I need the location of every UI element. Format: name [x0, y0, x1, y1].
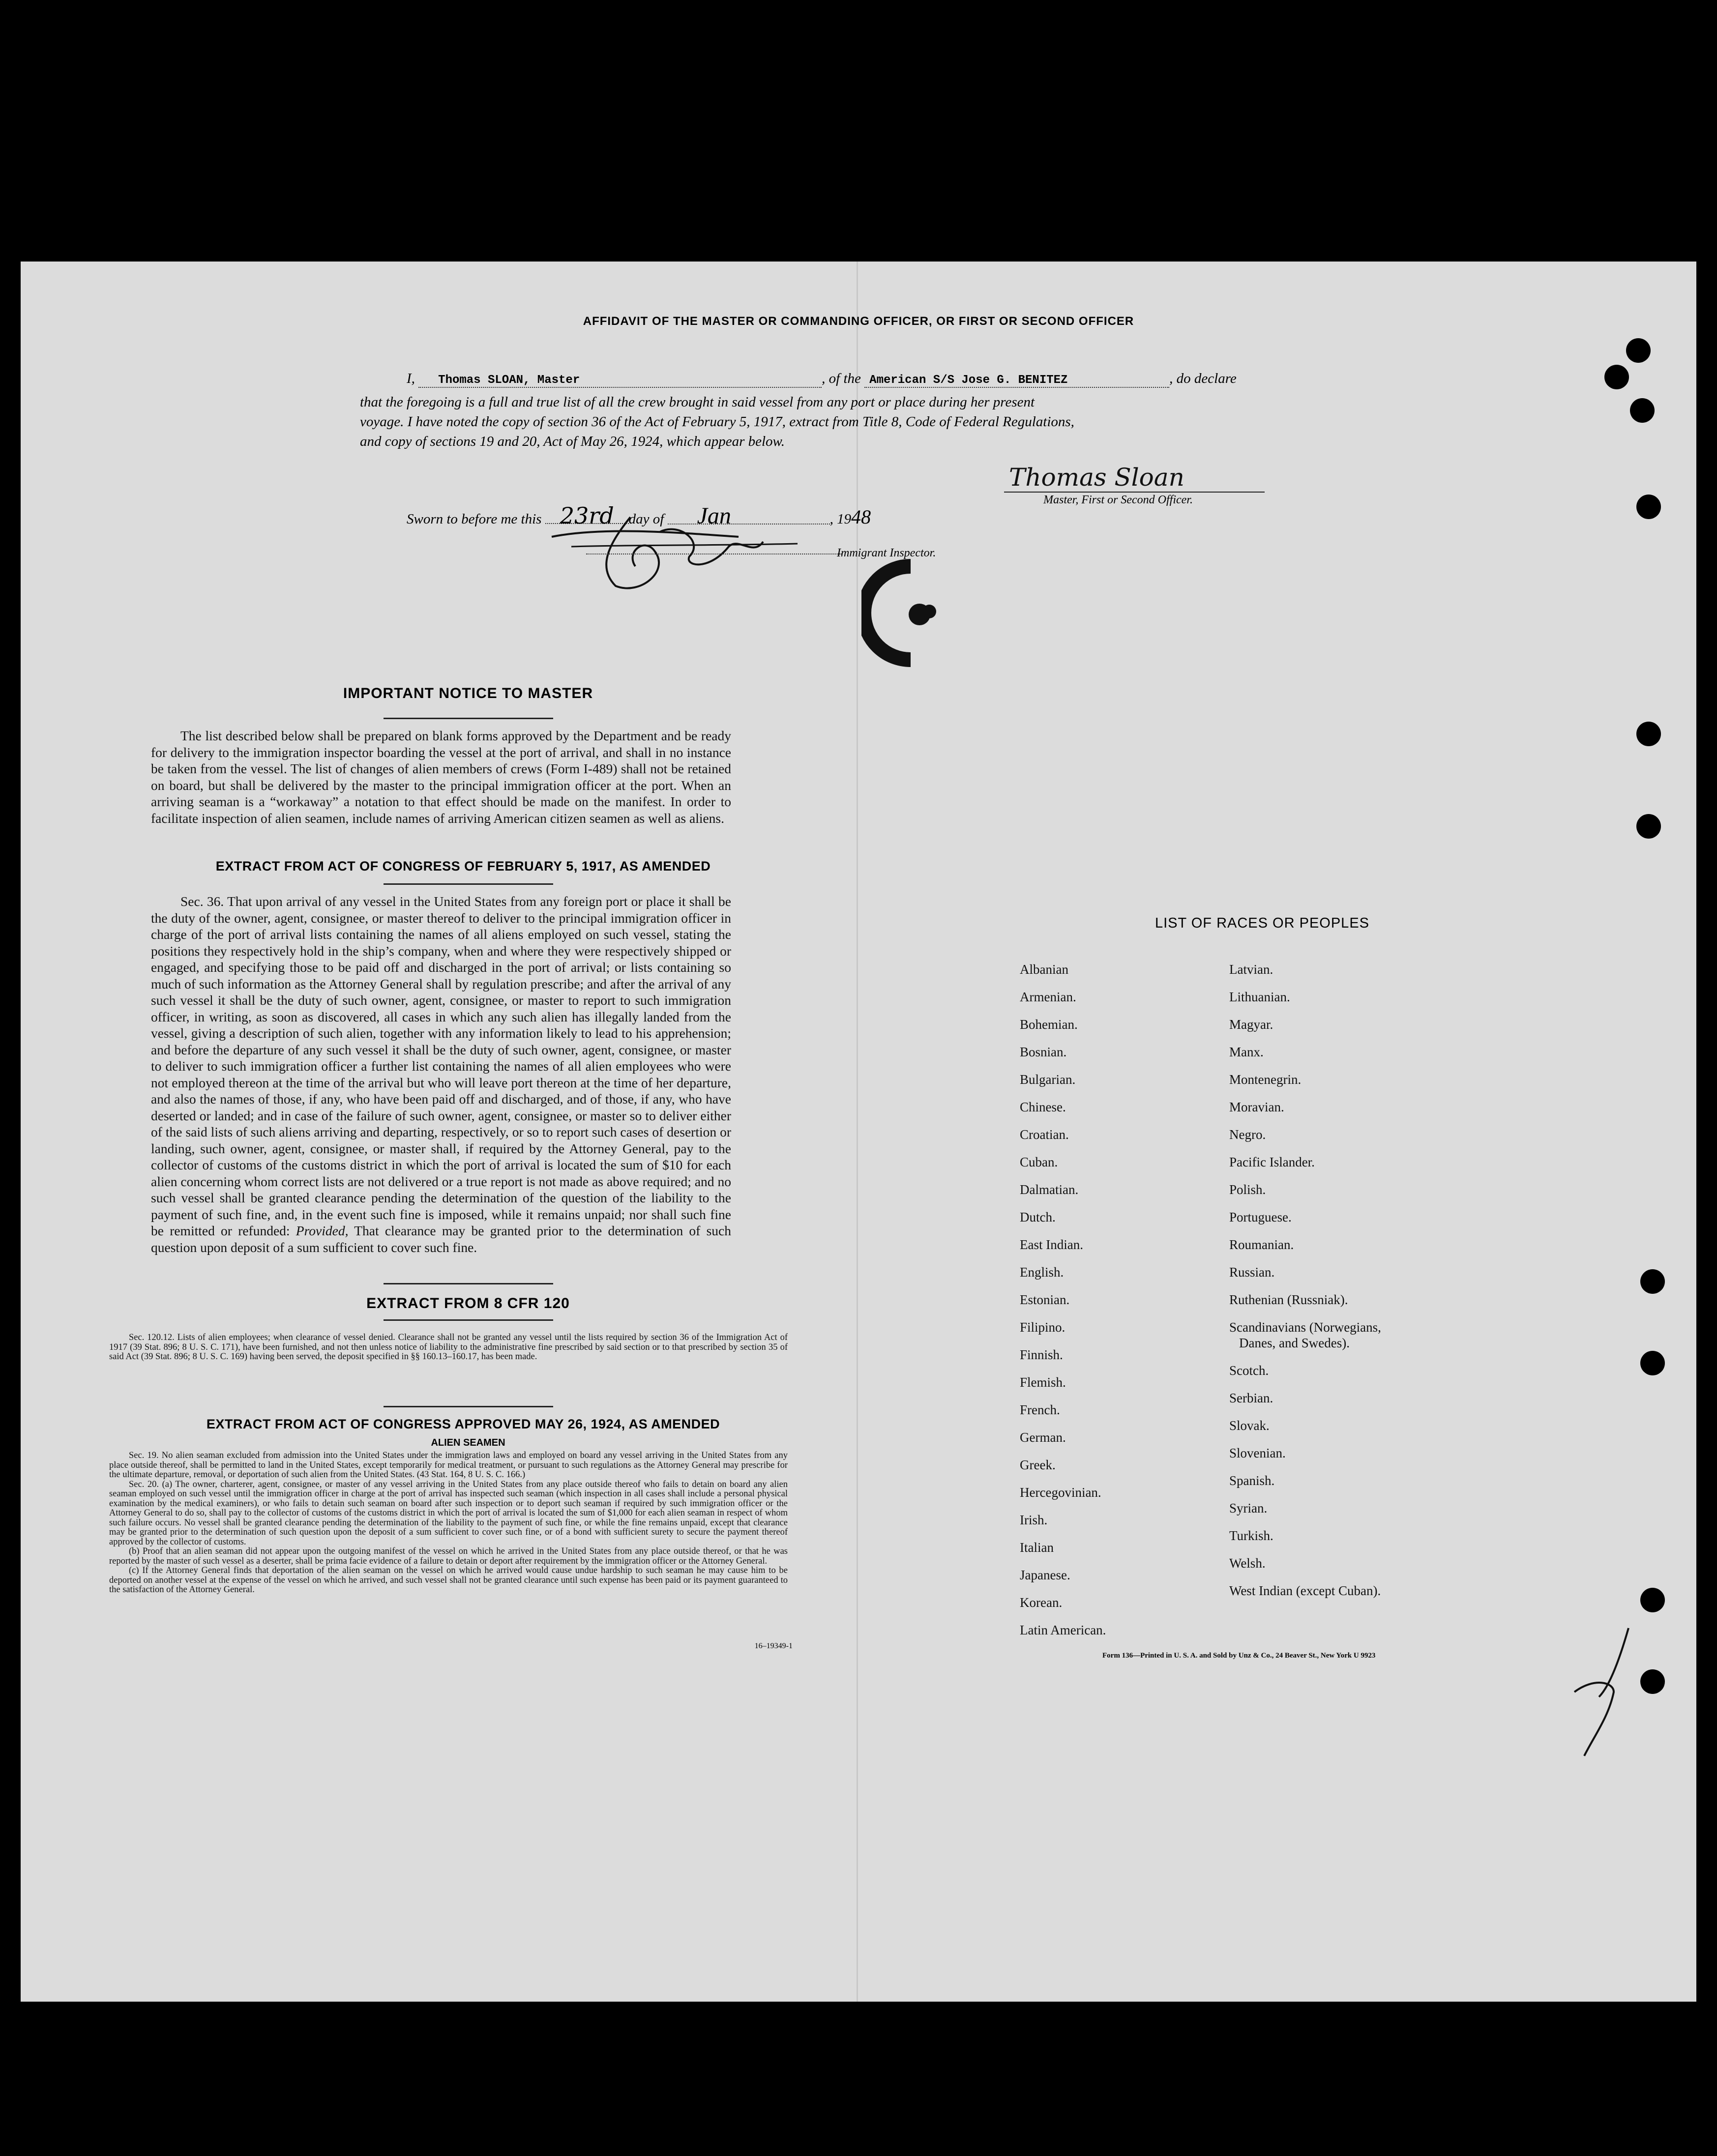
cfr-body: Sec. 120.12. Lists of alien employees; when clearance of vessel denied. Clearance shall not be granted any vessel until the lists required by section 36 of the Immigration Act of 1917 (39 Stat. 896; 8 U. S. C. 171), have been furnished, and not then unless notice of liability to the administrative fine prescribed by said section or to that prescribed by section 35 of said Act (39 Stat. 896; 8 U. S. C. 169) having been served, the deposit specified in §§ 160.13–160.17, has been made. — [109, 1333, 788, 1362]
extract-1917-body — [151, 893, 731, 1255]
race-item: Cuban. — [1020, 1155, 1058, 1169]
extract-1917-provided: Provided, — [296, 1223, 349, 1238]
punch-hole — [1640, 1269, 1665, 1294]
race-item: Estonian. — [1020, 1292, 1070, 1307]
vessel-field — [864, 371, 1169, 388]
year-prefix: 19 — [837, 511, 852, 527]
race-item: Bohemian. — [1020, 1017, 1078, 1032]
race-item: Armenian. — [1020, 990, 1076, 1004]
extract-1924-title: EXTRACT FROM ACT OF CONGRESS APPROVED MAY 26, 1924, AS AMENDED — [206, 1417, 720, 1431]
race-item: Slovenian. — [1229, 1446, 1286, 1460]
race-item: Italian — [1020, 1540, 1054, 1555]
race-item: Flemish. — [1020, 1375, 1066, 1390]
race-item: Scotch. — [1229, 1363, 1269, 1378]
race-item: Spanish. — [1229, 1473, 1275, 1488]
sec-19-text: Sec. 19. No alien seaman excluded from admission into the United States under the immigration laws and employed on board any vessel arriving in the United States from any place outside thereof, shall be permitted to land in the United States, except temporarily for medical treatment, or pursuant to such regulations as the Attorney General may prescribe for the ultimate departure, removal, or deportation of such alien from the United States. (43 Stat. 164, 8 U. S. C. 166.) — [109, 1451, 788, 1480]
punch-hole — [1636, 495, 1661, 519]
race-item: Montenegrin. — [1229, 1072, 1302, 1087]
extract-1924-subtitle: ALIEN SEAMEN — [431, 1437, 505, 1448]
punch-hole — [1640, 1351, 1665, 1375]
race-item: Irish. — [1020, 1513, 1048, 1527]
race-item: Moravian. — [1229, 1100, 1284, 1114]
punch-hole — [1636, 814, 1661, 839]
race-item: Ruthenian (Russniak). — [1229, 1292, 1348, 1307]
sworn-day: 23rd — [545, 508, 629, 524]
race-item: Korean. — [1020, 1595, 1063, 1610]
cfr-rule-top — [384, 1283, 553, 1284]
races-left-column — [1020, 961, 1216, 1650]
race-item: Chinese. — [1020, 1100, 1066, 1114]
notice-title: IMPORTANT NOTICE TO MASTER — [343, 685, 593, 701]
race-item: Manx. — [1229, 1045, 1264, 1059]
i-prefix: I, — [407, 371, 415, 386]
handwritten-mark — [1565, 1618, 1653, 1766]
extract-1924-rule — [384, 1406, 553, 1407]
race-item: Filipino. — [1020, 1320, 1066, 1335]
race-item: Lithuanian. — [1229, 990, 1290, 1004]
punch-hole — [1626, 338, 1651, 363]
extract-1917-sec: Sec. 36. — [180, 894, 224, 909]
extract-1917-text: That upon arrival of any vessel in the United States from any foreign port or place it shall be the duty of the owner, agent, consignee, or master thereof to deliver to the principal immigration officer in charge of the port of arrival lists containing the names of all aliens employed on such vessel, stating the positions they respectively hold in the ship’s company, when and where they were respectively shipped or engaged, and specifying those to be paid off and discharged in the port of arrival; or lists containing so much of such information as the Attorney General shall by regulation prescribe; and after the arrival of any such vessel it shall be the duty of such owner, agent, consignee, or master to report to such immigration officer, in writing, as soon as discovered, all cases in which any such alien has illegally landed from the vessel, giving a description of such alien, together with any information likely to lead to his apprehension; and before the departure of any such vessel it shall be the duty of such owner, agent, consignee, or master to deliver to such immigration officer a further list containing the names of all alien employees who were not employed thereon at the time of the arrival but who will leave port thereon at the time of her departure, and also the names of those, if any, who have been paid off and discharged, and of those, if any, who have deserted or landed; and in case of the failure of such owner, agent, consignee, or master so to deliver either of the said lists of such aliens arriving and departing, respectively, or so to report such cases of desertion or landing, such owner, agent, consignee, or master shall, if required by the Attorney General, pay to the collector of customs of the customs district in which the port of arrival is located the sum of $10 for each alien concerning whom correct lists are not delivered or a true report is not made as above required; and no such vessel shall be granted clearance pending the determination of the question of the liability to the payment of such fine, and, in the event such fine is imposed, while it remains unpaid; nor shall such fine be remitted or refunded: — [151, 894, 731, 1238]
notice-body: The list described below shall be prepared on blank forms approved by the Department and be ready for delivery to the immigration inspector boarding the vessel at the port of arrival, and shall in no instance be taken from the vessel. The list of changes of alien members of crews (Form I-489) shall not be retained on board, but shall be delivered by the master to the principal immigration officer at the port. When an arriving seaman is a “workaway” a notation to that effect should be made on the manifest. In order to facilitate inspection of alien seamen, include names of arriving American citizen seamen as well as aliens. — [151, 728, 731, 826]
affidavit-line-1 — [407, 371, 1316, 388]
race-item: Russian. — [1229, 1265, 1275, 1280]
sec-20a-text: Sec. 20. (a) The owner, charterer, agent, consignee, or master of any vessel arriving in the United States from any place outside thereof who fails to detain on board any alien seaman employed on such vessel until the immigration officer in charge at the port of arrival has inspected such seaman (which inspection in all cases shall include a personal physical examination by the medical examiners), or who fails to detain such seaman on board after such inspection or to deport such seaman if required by such immigration officer or the Attorney General to do so, shall pay to the collector of customs of the customs district in which the port of arrival is located the sum of $1,000 for each alien seaman in respect of whom such failure occurs. No vessel shall be granted clearance pending the determination of the liability to the payment of such fine, or while the fine remains unpaid, except that clearance may be granted prior to the determination of such question upon the deposit of a sum sufficient to cover such fine, or of a bond with sufficient surety to secure the payment thereof approved by the collector of customs. — [109, 1479, 788, 1547]
race-item: Turkish. — [1229, 1528, 1273, 1543]
race-item: Welsh. — [1229, 1556, 1266, 1571]
sec-20b-text: (b) Proof that an alien seaman did not appear upon the outgoing manifest of the vessel on which he arrived in the United States from any place outside thereof, or that he was reported by the master of such vessel as a deserter, shall be prima facie evidence of a failure to detain or deport after requirement by the immigration officer or the Attorney General. — [109, 1546, 788, 1566]
sec-20c-text: (c) If the Attorney General finds that deportation of the alien seaman on the vessel on which he arrived would cause undue hardship to such seaman he may cause him to be deported on another vessel at the expense of the vessel on which he arrived, and such vessel shall not be granted clearance until such expense has been paid or its payment guaranteed to the satisfaction of the Attorney General. — [109, 1566, 788, 1595]
sworn-prefix: Sworn to before me this — [407, 511, 542, 527]
master-signature: Thomas Sloan — [1009, 463, 1184, 492]
printer-footer: Form 136—Printed in U. S. A. and Sold by Unz & Co., 24 Beaver St., New York U 9923 — [1102, 1652, 1376, 1660]
affidavit-line-4: and copy of sections 19 and 20, Act of May 26, 1924, which appear below. — [360, 434, 785, 449]
consulate-stamp — [861, 556, 955, 670]
affidavit-line-3: voyage. I have noted the copy of section 36 of the Act of February 5, 1917, extract from Title 8, Code of Federal Regulations, — [360, 414, 1074, 430]
race-item: East Indian. — [1020, 1237, 1083, 1252]
race-item: Danes, and Swedes). — [1239, 1336, 1350, 1350]
document-page — [21, 262, 1696, 2002]
race-item: Portuguese. — [1229, 1210, 1292, 1224]
race-item: Bosnian. — [1020, 1045, 1067, 1059]
sworn-month: Jan — [668, 509, 830, 524]
race-item: English. — [1020, 1265, 1064, 1280]
race-item: Croatian. — [1020, 1127, 1069, 1142]
race-item: Serbian. — [1229, 1391, 1273, 1405]
vessel-name: American S/S Jose G. BENITEZ — [869, 374, 1068, 387]
race-item: Hercegovinian. — [1020, 1485, 1101, 1500]
race-item: Roumanian. — [1229, 1237, 1294, 1252]
punch-hole — [1630, 398, 1655, 423]
race-item: Pacific Islander. — [1229, 1155, 1315, 1169]
punch-hole — [1640, 1669, 1665, 1694]
race-item: German. — [1020, 1430, 1066, 1445]
master-signature-line — [1004, 492, 1265, 493]
master-caption: Master, First or Second Officer. — [1043, 494, 1193, 506]
race-item: Slovak. — [1229, 1418, 1270, 1433]
race-item: Dutch. — [1020, 1210, 1056, 1224]
form-number: 16–19349-1 — [754, 1642, 793, 1650]
sworn-year: 48 — [851, 506, 871, 528]
master-name-field — [418, 371, 822, 388]
notice-title-rule — [384, 718, 553, 719]
race-item: Latvian. — [1229, 962, 1273, 977]
affidavit-line-2: that the foregoing is a full and true list of all the crew brought in said vessel from any port or place during her present — [360, 394, 1035, 410]
sworn-comma: , — [829, 511, 833, 527]
race-item: Bulgarian. — [1020, 1072, 1076, 1087]
race-item: Latin American. — [1020, 1623, 1106, 1637]
race-item: Albanian — [1020, 962, 1068, 977]
extract-1924-body — [109, 1451, 788, 1595]
races-title: LIST OF RACES OR PEOPLES — [1155, 915, 1370, 931]
punch-hole — [1604, 365, 1629, 389]
extract-1917-text-end: That clearance may be granted prior to the determination of such question upon deposit of a sum sufficient to cover such fine. — [151, 1223, 731, 1255]
day-of-text: day of — [628, 511, 664, 527]
affidavit-title: AFFIDAVIT OF THE MASTER OR COMMANDING OFFICER, OR FIRST OR SECOND OFFICER — [583, 315, 1134, 328]
race-item: Scandinavians (Norwegians, — [1229, 1320, 1381, 1335]
race-item: Magyar. — [1229, 1017, 1273, 1032]
race-item: Polish. — [1229, 1182, 1266, 1197]
inspector-signature — [542, 497, 817, 596]
race-item: Japanese. — [1020, 1568, 1070, 1582]
of-the-text: , of the — [822, 371, 861, 386]
extract-1917-title: EXTRACT FROM ACT OF CONGRESS OF FEBRUARY 5, 1917, AS AMENDED — [215, 859, 711, 874]
do-declare-text: , do declare — [1169, 371, 1237, 386]
extract-1917-rule — [384, 883, 553, 885]
race-item: Greek. — [1020, 1457, 1056, 1472]
race-item: French. — [1020, 1402, 1060, 1417]
race-item: West Indian (except Cuban). — [1229, 1583, 1381, 1598]
races-right-column — [1229, 961, 1426, 1610]
race-item: Finnish. — [1020, 1347, 1063, 1362]
cfr-rule-bottom — [384, 1319, 553, 1321]
race-item: Dalmatian. — [1020, 1182, 1079, 1197]
inspector-caption: Immigrant Inspector. — [837, 547, 936, 559]
race-item: Negro. — [1229, 1127, 1266, 1142]
punch-hole — [1636, 722, 1661, 746]
cfr-title: EXTRACT FROM 8 CFR 120 — [366, 1295, 570, 1311]
master-name: Thomas SLOAN, Master — [438, 374, 580, 387]
race-item: Syrian. — [1229, 1501, 1268, 1515]
punch-hole — [1640, 1588, 1665, 1612]
